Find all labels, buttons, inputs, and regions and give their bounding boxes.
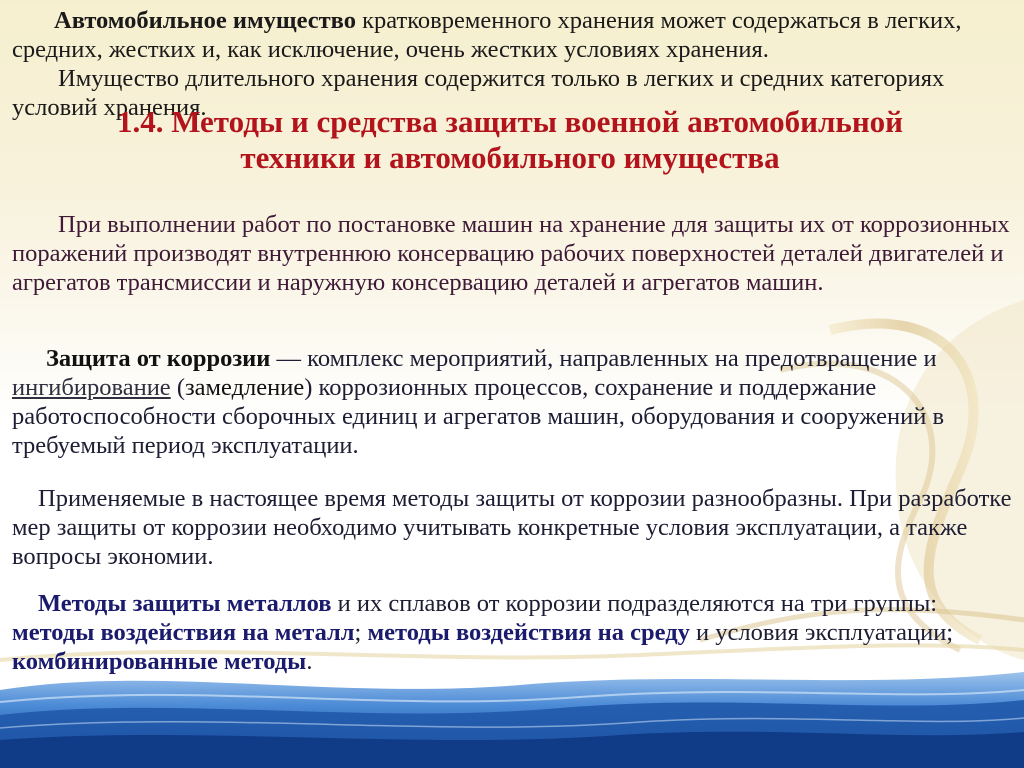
short-term-storage-paragraph: Автомобильное имущество кратковременного хранения может содержаться в легких, средних, жестких и, как исключение, очень жестких условиях хранения. [12, 7, 962, 63]
short-term-storage-term: Автомобильное имущество [54, 7, 356, 34]
environment-impact-methods-term: методы воздействия на среду [367, 619, 690, 646]
corrosion-protection-paragraph: Защита от коррозии — комплекс мероприятий, направленных на предотвращение и ингибирование (замедление) коррозионных процессов, сохранение и поддержание работоспособности сборочных единиц и агрегатов машин, оборудования и сооружений в требуемый период эксплуатации. [12, 345, 945, 459]
metal-impact-methods-term: методы воздействия на металл [12, 619, 355, 646]
combined-methods-term: комбинированные методы [12, 648, 307, 675]
long-term-storage-paragraph: Имущество длительного хранения содержится только в легких и средних категориях условий хранения. [12, 65, 945, 121]
corrosion-protection-term: Защита от коррозии [46, 345, 271, 372]
conservation-paragraph: При выполнении работ по постановке машин на хранение для защиты их от коррозионных поражений производят внутреннюю консервацию рабочих поверхностей деталей двигателей и агрегатов трансмиссии и наружную консервацию деталей и агрегатов машин. [12, 211, 1010, 296]
metal-protection-methods-paragraph: Методы защиты металлов и их сплавов от коррозии подразделяются на три группы: методы воздействия на металл; методы воздействия на среду и условия эксплуатации; комбинированные методы. [12, 590, 954, 675]
methods-variety-paragraph: Применяемые в настоящее время методы защиты от коррозии разнообразны. При разработке мер защиты от коррозии необходимо учитывать конкретные условия эксплуатации, а также вопросы экономии. [12, 485, 1012, 570]
metal-protection-methods-term: Методы защиты металлов [38, 590, 332, 617]
inhibition-link[interactable]: ингибирование [12, 374, 171, 401]
section-heading: 1.4. Методы и средства защиты военной автомобильной техники и автомобильного имущества [116, 104, 904, 175]
